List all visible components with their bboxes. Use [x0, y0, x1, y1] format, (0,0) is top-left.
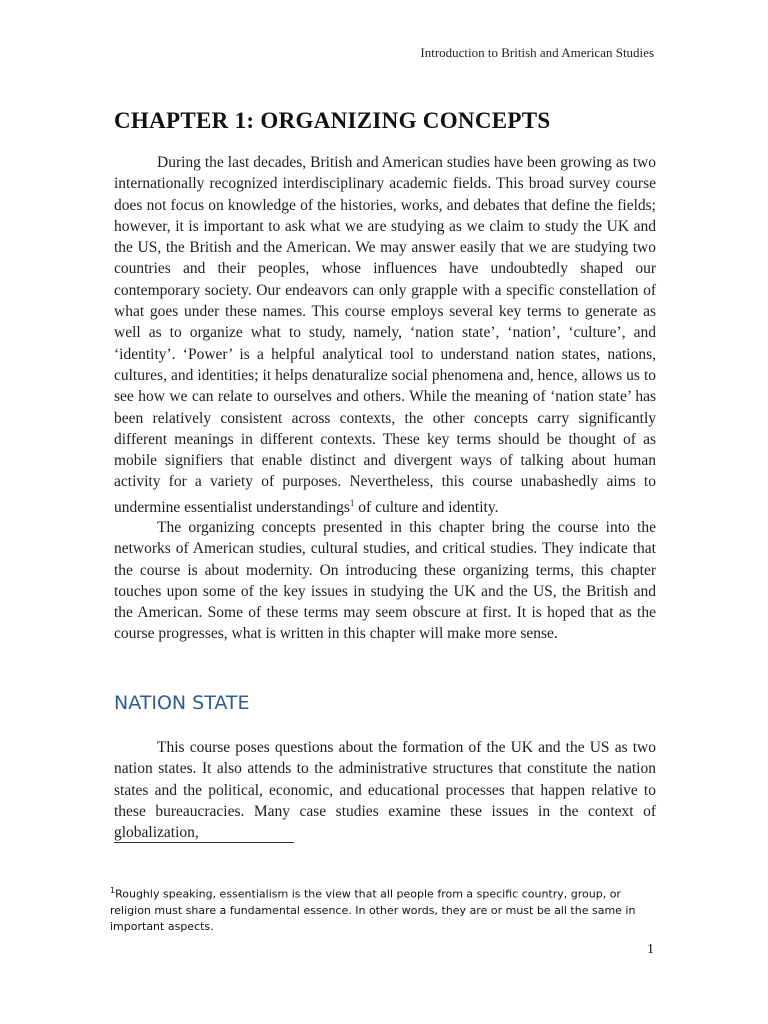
paragraph-text-end: of culture and identity.	[354, 498, 499, 516]
chapter-title: CHAPTER 1: ORGANIZING CONCEPTS	[114, 108, 551, 133]
section-heading: NATION STATE	[114, 692, 250, 714]
footnote-text: Roughly speaking, essentialism is the view that all people from a specific country, group, or religion must share a fundamental essence. In other words, they are or must be all the same in important aspects.	[110, 887, 636, 933]
page-number: 1	[647, 942, 654, 957]
body-paragraph-1	[114, 152, 656, 518]
paragraph-text: The organizing concepts presented in this chapter bring the course into the networks of American studies, cultural studies, and critical studies. They indicate that the course is about modernity. On introducing these organizing terms, this chapter touches upon some of the key issues in studying the UK and the US, the British and the American. Some of these terms may seem obscure at first. It is hoped that as the course progresses, what is written in this chapter will make more sense.	[114, 519, 656, 643]
running-header: Introduction to British and American Studies	[420, 45, 654, 60]
footnote	[110, 883, 656, 935]
footnote-mark: 1	[110, 886, 116, 895]
footnote-reference: 1	[349, 497, 355, 508]
footnote-divider	[114, 842, 294, 843]
paragraph-text: This course poses questions about the formation of the UK and the US as two nation states. It also attends to the administrative structures that constitute the nation states and the political, economic, and educational processes that happen relative to these bureaucracies. Many case studies examine these issues in the context of globalization,	[114, 739, 656, 842]
paragraph-text: During the last decades, British and American studies have been growing as two internationally recognized interdisciplinary academic fields. This broad survey course does not focus on knowledge of the histories, works, and debates that define the fields; however, it is important to ask what we are studying as we claim to study the UK and the US, the British and the American. We may answer easily that we are studying two countries and their peoples, whose influences have undoubtedly shaped our contemporary society. Our endeavors can only grapple with a specific constellation of what goes under these names. This course employs several key terms to generate as well as to organize what to study, namely, ‘nation state’, ‘nation’, ‘culture’, and ‘identity’. ‘Power’ is a helpful analytical tool to understand nation states, nations, cultures, and identities; it helps denaturalize social phenomena and, hence, allows us to see how we can relate to ourselves and others. While the meaning of ‘nation state’ has been relatively consistent across contexts, the other concepts carry significantly different meanings in different contexts. These key terms should be thought of as mobile signifiers that enable distinct and divergent ways of talking about human activity for a variety of purposes. Nevertheless, this course unabashedly aims to undermine essentialist understandings	[114, 154, 656, 516]
body-paragraph-2	[114, 517, 656, 645]
body-paragraph-3	[114, 737, 656, 843]
